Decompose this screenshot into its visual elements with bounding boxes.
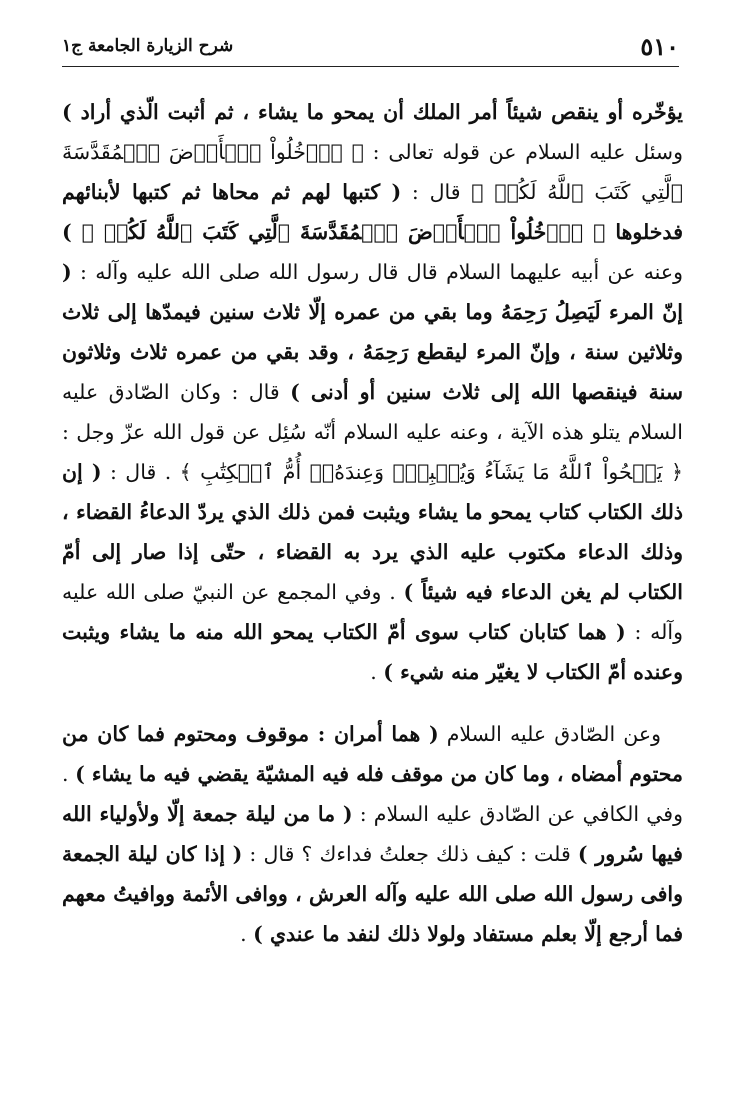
text-segment: ( كتبها لهم ثم محاها ثم كتبها لأبنائهم فدخلوها ﴿ ٱدۡخُلُواْ ٱلۡأَرۡضَ ٱلۡمُقَدَّسَةَ ٱلَّتِي كَتَبَ ٱللَّهُ لَكُمۡ ﴾ ) (62, 180, 683, 244)
text-segment: . (370, 660, 384, 684)
text-segment: قال : وكان الصّادق عليه السلام يتلو هذه الآية ، وعنه عليه السلام أنّه سُئِل عن قول الله عزّ وجل : ﴿ يَمۡحُواْ ٱللَّهُ مَا يَشَآءُ وَيُثۡبِتُۖ وَعِندَهُۥٓ أُمُّ ٱلۡكِتَٰبِ ﴾ . قال : (62, 380, 683, 484)
text-segment: . (240, 922, 254, 946)
text-segment: . وفي الكافي عن الصّادق عليه السلام : (62, 762, 684, 826)
text-segment: قلت : كيف ذلك جعلتُ فداءك ؟ قال : (242, 842, 578, 866)
paragraph-1 (62, 92, 683, 692)
paragraph-2 (62, 714, 683, 954)
text-segment: ( ما من ليلة جمعة إلّا ولأولياء الله فيها سُرور ) (62, 802, 683, 866)
running-title: شرح الزيارة الجامعة ج١ (62, 36, 234, 56)
text-segment: وعنه عن أبيه عليهما السلام قال قال رسول الله صلى الله عليه وآله : (71, 260, 683, 284)
text-segment: ( إن ذلك الكتاب كتاب يمحو ما يشاء ويثبت فمن ذلك الذي يردّ الدعاءُ القضاء ، وذلك الدعاء مكتوب عليه الذي يرد به القضاء ، حتّى إذا صار إلى أمّ الكتاب لم يغن الدعاء فيه شيئاً ) (62, 460, 683, 604)
page-number: ٥١٠ (640, 32, 679, 61)
text-segment: وعن الصّادق عليه السلام (438, 722, 661, 746)
text-segment: . وفي المجمع عن النبيّ صلى الله عليه وآله : (62, 580, 683, 644)
text-segment: ( هما أمران : موقوف ومحتوم فما كان من محتوم أمضاه ، وما كان من موقف فله فيه المشيّة يقضي فيه ما يشاء ) (62, 722, 683, 786)
text-segment: يؤخّره أو ينقص شيئاً أمر الملك أن يمحو ما يشاء ، ثم أثبت الّذي أراد ) (62, 100, 683, 124)
text-segment: ( هما كتابان كتاب سوى أمّ الكتاب يمحو الله منه ما يشاء ويثبت وعنده أمّ الكتاب لا يغيّر منه شيء ) (62, 620, 683, 684)
text-segment: ( إذا كان ليلة الجمعة وافى رسول الله صلى الله عليه وآله العرش ، ووافى الأئمة ووافيتُ معهم فما أرجع إلّا بعلم مستفاد ولولا ذلك لنفد ما عندي ) (62, 842, 683, 946)
text-segment: ( إنّ المرء لَيَصِلُ رَحِمَهُ وما بقي من عمره إلّا ثلاث سنين فيمدّها إلى ثلاث وثلاثين سنة ، وإنّ المرء ليقطع رَحِمَهُ ، وقد بقي من عمره ثلاث وثلاثون سنة فينقصها الله إلى ثلاث سنين أو أدنى ) (62, 260, 684, 404)
text-segment: وسئل عليه السلام عن قوله تعالى : ﴿ ٱدۡخُلُواْ ٱلۡأَرۡضَ ٱلۡمُقَدَّسَةَ ٱلَّتِي كَتَبَ ٱللَّهُ لَكُمۡ ﴾ قال : (62, 140, 683, 204)
body-text (62, 92, 683, 954)
page-header (62, 32, 679, 67)
